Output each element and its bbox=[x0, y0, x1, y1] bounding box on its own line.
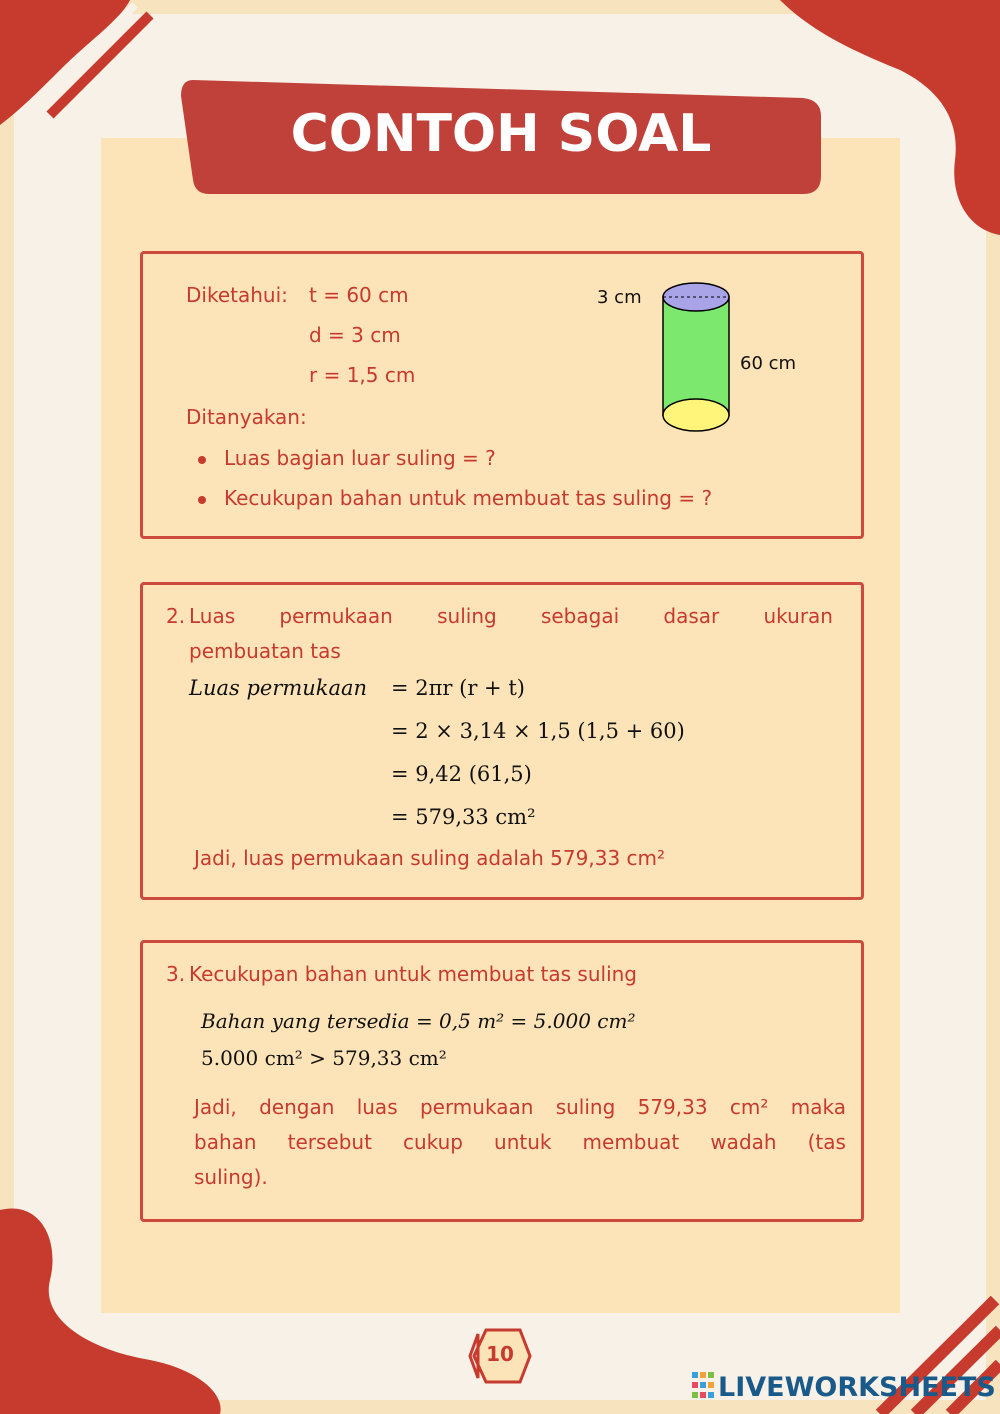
item-number: 3. bbox=[166, 962, 186, 986]
liveworksheets-logo-icon bbox=[692, 1372, 714, 1398]
heading: Kecukupan bahan untuk membuat tas suling bbox=[189, 962, 637, 986]
known-radius: r = 1,5 cm bbox=[309, 363, 416, 387]
math-line-1: Bahan yang tersedia = 0,5 m² = 5.000 cm² bbox=[201, 1009, 636, 1033]
asked-item-1: Luas bagian luar suling = ? bbox=[198, 446, 496, 470]
formula-step-3: = 9,42 (61,5) bbox=[391, 762, 532, 786]
diameter-label: 3 cm bbox=[597, 287, 642, 308]
bullet-icon bbox=[198, 496, 206, 504]
known-height: t = 60 cm bbox=[309, 283, 409, 307]
page-number: 10 bbox=[486, 1342, 514, 1366]
surface-area-box bbox=[140, 582, 864, 900]
heading-line-1: Luas permukaan suling sebagai dasar ukuran bbox=[189, 604, 833, 628]
page-title: CONTOH SOAL bbox=[290, 104, 712, 164]
conclusion-line-3: suling). bbox=[194, 1165, 268, 1189]
conclusion-line-1: Jadi, dengan luas permukaan suling 579,33 cm² maka bbox=[194, 1095, 846, 1119]
heading-line-2: pembuatan tas bbox=[189, 639, 341, 663]
asked-item-2: Kecukupan bahan untuk membuat tas suling = ? bbox=[198, 486, 712, 510]
known-label: Diketahui: bbox=[186, 283, 288, 307]
known-asked-box bbox=[140, 251, 864, 539]
height-label: 60 cm bbox=[740, 353, 797, 374]
formula-step-1: = 2πr (r + t) bbox=[391, 676, 525, 700]
item-number: 2. bbox=[166, 604, 186, 628]
bullet-icon bbox=[198, 456, 206, 464]
corner-decoration-top-left bbox=[0, 0, 160, 130]
conclusion-line-2: bahan tersebut cukup untuk membuat wadah (tas bbox=[194, 1130, 846, 1154]
formula-step-4: = 579,33 cm² bbox=[391, 805, 536, 829]
material-sufficiency-box bbox=[140, 940, 864, 1222]
asked-label: Ditanyakan: bbox=[186, 405, 307, 429]
watermark: LIVEWORKSHEETS bbox=[718, 1372, 996, 1403]
conclusion: Jadi, luas permukaan suling adalah 579,33 cm² bbox=[194, 846, 666, 870]
known-diameter: d = 3 cm bbox=[309, 323, 401, 347]
math-line-2: 5.000 cm² > 579,33 cm² bbox=[201, 1046, 447, 1070]
formula-label: Luas permukaan bbox=[189, 676, 368, 700]
formula-step-2: = 2 × 3,14 × 1,5 (1,5 + 60) bbox=[391, 719, 685, 743]
cylinder-diagram bbox=[658, 279, 738, 439]
